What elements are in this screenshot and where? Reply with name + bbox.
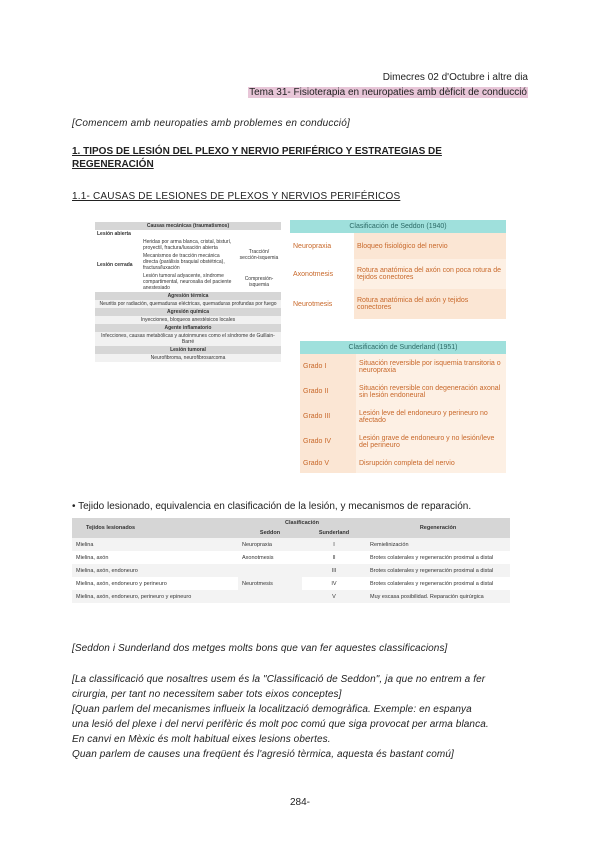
seddon-title: Clasificación de Seddon (1940) bbox=[290, 220, 506, 233]
sunderland-desc: Situación reversible con degeneración axonal sin lesión endoneural bbox=[356, 379, 506, 404]
equiv-seddon: Axonotmesis bbox=[242, 554, 274, 561]
equiv-tissue: Mielina bbox=[72, 538, 238, 551]
sunderland-grade: Grado I bbox=[300, 354, 356, 379]
sunderland-desc: Situación reversible por isquemia transitoria o neuropraxia bbox=[356, 354, 506, 379]
seddon-grade: Neuropraxia bbox=[293, 242, 332, 250]
equiv-sunderland: II bbox=[332, 554, 336, 561]
equiv-regen: Brotes colaterales y regeneración proximal a distal bbox=[370, 554, 494, 561]
equiv-sunderland: V bbox=[302, 590, 366, 603]
equiv-sunderland: III bbox=[302, 564, 366, 577]
seddon-desc: Rotura anatómica del axón con poca rotura de tejidos conectores bbox=[354, 259, 506, 289]
sunderland-grade: Grado IV bbox=[300, 429, 356, 454]
equiv-tissue: Mielina, axón, endoneuro bbox=[72, 564, 238, 577]
inflam-title: Agente inflamatorio bbox=[95, 324, 281, 332]
equiv-tissue: Mielina, axón bbox=[76, 554, 109, 561]
h-tissue: Tejidos lesionados bbox=[72, 518, 238, 538]
sunderland-table bbox=[300, 341, 506, 473]
equiv-regen: Brotes colaterales y regeneración proximal a distal bbox=[366, 564, 510, 577]
equiv-regen: Remielinización bbox=[366, 538, 510, 551]
header-topic: Tema 31- Fisioterapia en neuropaties amb dèficit de conducció bbox=[249, 87, 527, 98]
h-regen: Regeneración bbox=[366, 518, 510, 538]
open-detail: Heridas por arma blanca, cristal, bisturí, proyectil, fractura/luxación abierta bbox=[143, 239, 232, 251]
equiv-seddon: Neuropraxia bbox=[238, 538, 302, 551]
seddon-desc: Bloqueo fisiológico del nervio bbox=[354, 233, 506, 259]
section-1-1-title: 1.1- CAUSAS DE LESIONES DE PLEXOS Y NERVIOS PERIFÉRICOS bbox=[72, 191, 401, 202]
seddon-desc: Rotura anatómica del axón y tejidos conectores bbox=[354, 289, 506, 319]
equivalence-table bbox=[72, 518, 510, 603]
closed-mech: Mecanismos de tracción mecánica directa (parálisis braquial obstétrica), fractura/luxación bbox=[143, 253, 225, 271]
header-date: Dimecres 02 d'Octubre i altre dia bbox=[382, 72, 528, 83]
open-label: Lesión abierta bbox=[97, 231, 131, 237]
closed-tumor-type: Compresión-isquemia bbox=[244, 276, 274, 288]
equiv-sunderland: I bbox=[302, 538, 366, 551]
inflam-detail: Infecciones, causas metabólicas y autoinmunes como el síndrome de Guillain-Barré bbox=[95, 332, 281, 346]
equiv-tissue: Mielina, axón, endoneuro, perineuro y epineuro bbox=[72, 590, 238, 603]
chemical-title: Agresión química bbox=[95, 308, 281, 316]
closed-mech-type: Tracción/ sección-isquemia bbox=[239, 249, 279, 261]
intro-note: [Comencem amb neuropaties amb problemes en conducció] bbox=[72, 118, 350, 129]
sunderland-grade: Grado V bbox=[300, 454, 356, 473]
equiv-regen: Muy escasa posibilidad. Reparación quirúrgica bbox=[366, 590, 510, 603]
seddon-table bbox=[290, 220, 506, 319]
note-line: Quan parlem de causes una freqüent és l'agresió tèrmica, aquesta és bastant comú] bbox=[72, 749, 454, 760]
sunderland-desc: Lesión leve del endoneuro y perineuro no afectado bbox=[356, 404, 506, 429]
note-line: [La classificació que nosaltres usem és la "Classificació de Seddon", ja que no entrem a fer bbox=[72, 674, 486, 685]
sunderland-grade: Grado II bbox=[300, 379, 356, 404]
sunderland-desc: Disrupción completa del nervio bbox=[356, 454, 506, 473]
equiv-sunderland: IV bbox=[331, 580, 337, 587]
sunderland-title: Clasificación de Sunderland (1951) bbox=[300, 341, 506, 354]
notes-block bbox=[72, 672, 542, 762]
note-seddon-sunderland: [Seddon i Sunderland dos metges molts bons que van fer aquestes classificacions] bbox=[72, 643, 448, 654]
closed-label: Lesión cerrada bbox=[97, 262, 133, 268]
seddon-grade: Neurotmesis bbox=[293, 300, 333, 308]
bullet-text: • Tejido lesionado, equivalencia en clasificación de la lesión, y mecanismos de reparación. bbox=[72, 501, 472, 512]
tumor-detail: Neurofibroma, neurofibrosarcoma bbox=[95, 354, 281, 362]
equiv-regen: Brotes colaterales y regeneración proximal a distal bbox=[370, 580, 494, 587]
h-seddon: Seddon bbox=[238, 528, 302, 538]
closed-tumor: Lesión tumoral adyacente, síndrome compartimental, neuroxalia del paciente anestesiado bbox=[143, 273, 232, 291]
note-line: En canvi en Mèxic és molt habitual eixes lesions obertes. bbox=[72, 734, 331, 745]
equiv-seddon-neurotmesis: Neurotmesis bbox=[238, 564, 302, 603]
note-line: una lesió del plexe i del nervi perifèric és molt poc comú que siga provocat per arma blanca. bbox=[72, 719, 489, 730]
page-number: 284- bbox=[289, 797, 310, 808]
tumor-title: Lesión tumoral bbox=[95, 346, 281, 354]
section-1-title: 1. TIPOS DE LESIÓN DEL PLEXO Y NERVIO PERIFÉRICO Y ESTRATEGIAS DE REGENERACIÓN bbox=[72, 146, 442, 170]
sunderland-grade: Grado III bbox=[300, 404, 356, 429]
equiv-tissue: Mielina, axón, endoneuro y perineuro bbox=[76, 580, 167, 587]
sunderland-desc: Lesión grave de endoneuro y no lesión/leve del perineuro bbox=[356, 429, 506, 454]
thermal-detail: Neuritis por radiación, quemaduras eléctricas, quemaduras profundas por fuego bbox=[95, 300, 281, 308]
h-class: Clasificación bbox=[238, 518, 366, 528]
seddon-grade: Axonotmesis bbox=[293, 270, 334, 278]
note-line: [Quan parlem del mecanismes influeix la localització demogràfica. Exemple: en espanya bbox=[72, 704, 472, 715]
h-sunderland: Sunderland bbox=[302, 528, 366, 538]
thermal-title: Agresión térmica bbox=[95, 292, 281, 300]
note-line: cirurgia, per tant no necessitem saber tots eixos conceptes] bbox=[72, 689, 342, 700]
chemical-detail: Inyecciones, bloqueos anestésicos locales bbox=[95, 316, 281, 324]
causes-title: Causas mecánicas (traumatismos) bbox=[95, 222, 281, 230]
causes-table bbox=[95, 222, 281, 362]
